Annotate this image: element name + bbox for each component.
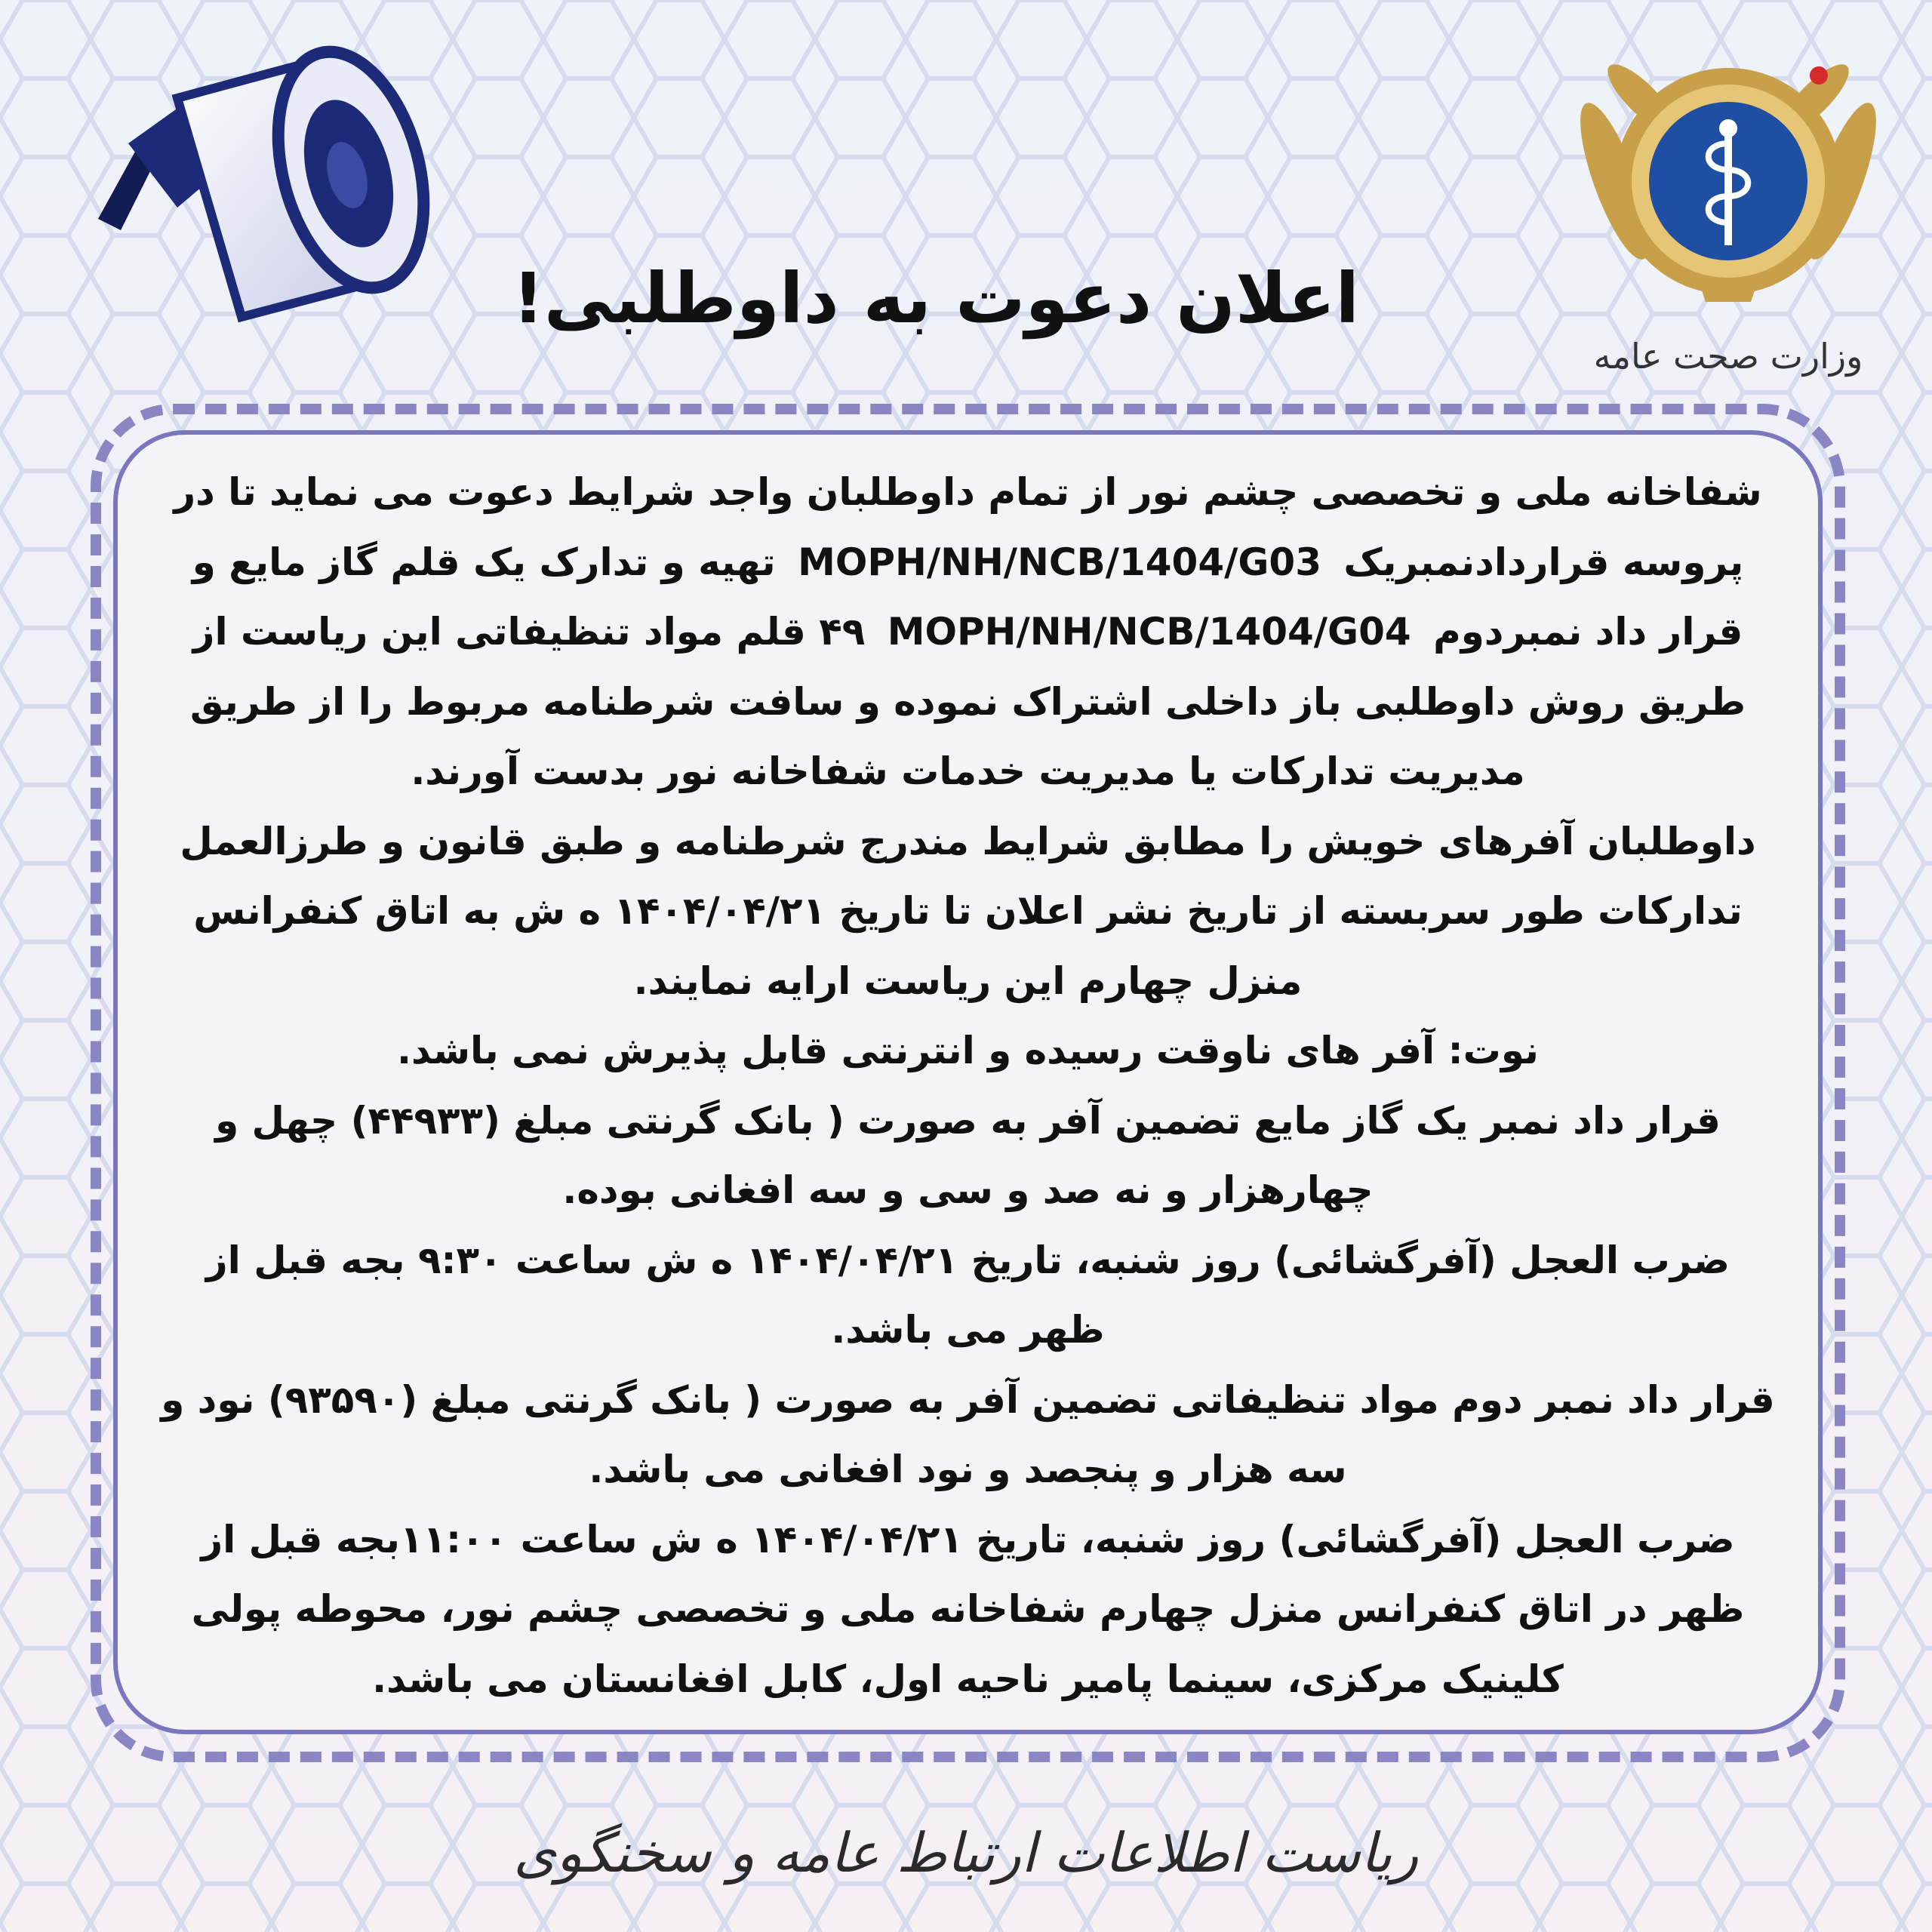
footer-signature: ریاست اطلاعات ارتباط عامه و سخنگوی xyxy=(513,1821,1419,1884)
paragraph-deadline-2: ضرب العجل (آفرگشائی) روز شنبه، تاریخ ۱۴۰۴/۰۴/۲۱ ه ش ساعت ۱۱:۰۰بجه قبل از ظهر در اتاق کنفرانس منزل چهارم شفاخانه ملی و تخصصی چشم نور، محوطه پولی کلینیک مرکزی، سینما پامیر ناحیه اول، کابل افغانستان می باشد. xyxy=(191,1517,1745,1701)
page-title: اعلان دعوت به داوطلبی! xyxy=(512,258,1360,339)
paragraph-guarantee-2: قرار داد نمبر دوم مواد تنظیفاتی تضمین آفر به صورت ( بانک گرنتی مبلغ (۹۳۵۹۰) نود و سه هزار و پنجصد و نود افغانی می باشد. xyxy=(161,1377,1775,1491)
ministry-logo xyxy=(1570,30,1887,385)
ministry-seal-icon xyxy=(1570,30,1887,347)
megaphone-illustration xyxy=(68,30,460,385)
paragraph-submission: داوطلبان آفرهای خویش را مطابق شرایط مندرج شرطنامه و طبق قانون و طرزالعمل تدارکات طور سربسته از تاریخ نشر اعلان تا تاریخ ۱۴۰۴/۰۴/۲۱ ه ش به اتاق کنفرانس منزل چهارم این ریاست ارایه نمایند. xyxy=(180,819,1756,1003)
contract-code-2: MOPH/NH/NCB/1404/G04 xyxy=(887,610,1411,654)
paragraph-deadline-1: ضرب العجل (آفرگشائی) روز شنبه، تاریخ ۱۴۰۴/۰۴/۲۱ ه ش ساعت ۹:۳۰ بجه قبل از ظهر می باشد. xyxy=(205,1238,1730,1352)
paragraph-guarantee-1: قرار داد نمبر یک گاز مایع تضمین آفر به صورت ( بانک گرنتی مبلغ (۴۴۹۳۳) چهل و چهارهزار و نه صد و سی و سه افغانی بوده. xyxy=(215,1098,1721,1212)
contract-code-1: MOPH/NH/NCB/1404/G03 xyxy=(798,540,1321,584)
paragraph-invitation: شفاخانه ملی و تخصصی چشم نور از تمام داوطلبان واجد شرایط دعوت می نماید تا در پروسه قراردادنمبریک MOPH/NH/NCB/1404/G03 تهیه و تدارک یک قلم گاز مایع و قرار داد نمبردوم MOPH/NH/NCB/1404/G04 ۴۹ قلم مواد تنظیفاتی این ریاست از طریق روش داوطلبی باز داخلی اشتراک نموده و سافت شرطنامه مربوط را از طریق مدیریت تدارکات یا مدیریت خدمات شفاخانه نور بدست آورند. xyxy=(174,470,1762,793)
megaphone-icon xyxy=(68,30,460,385)
announcement-body xyxy=(159,457,1777,1714)
announcement-panel xyxy=(113,430,1823,1734)
logo-caption: وزارت صحت عامه xyxy=(1593,336,1863,377)
paragraph-note: نوت: آفر های ناوقت رسیده و انترنتی قابل پذیرش نمی باشد. xyxy=(397,1029,1539,1072)
